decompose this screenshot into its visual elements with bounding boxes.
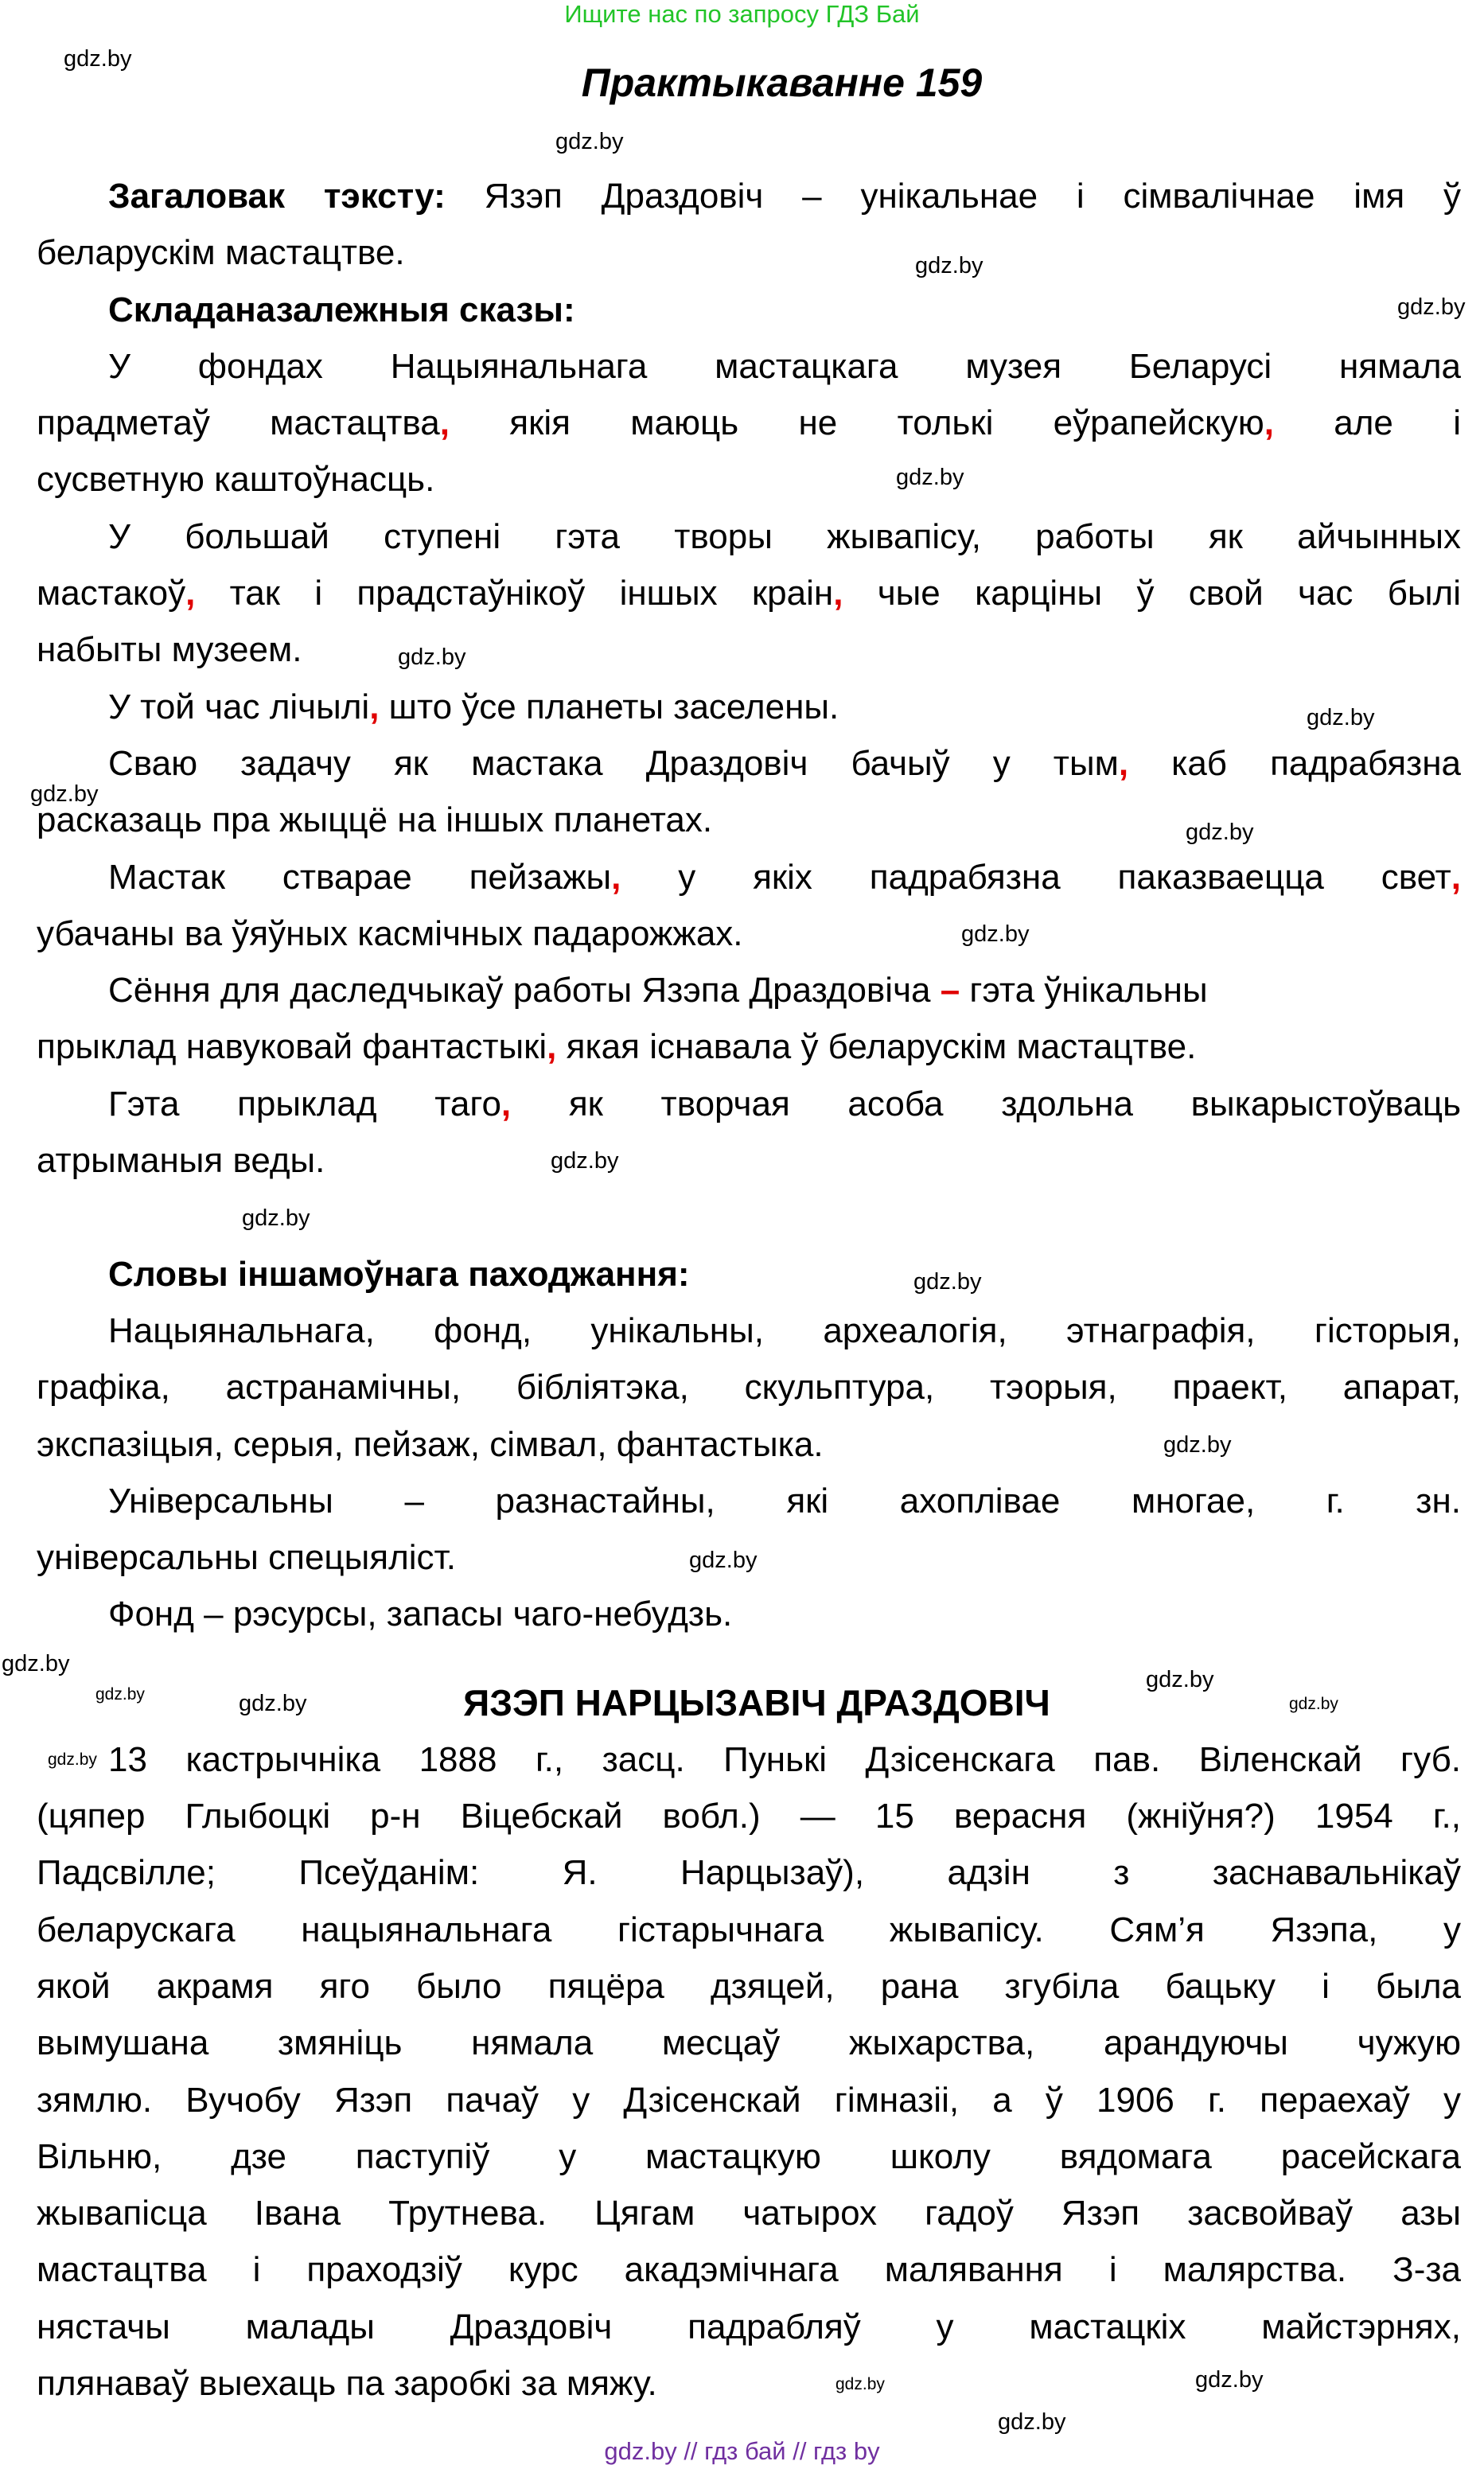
watermark: gdz.by: [1163, 1432, 1232, 1458]
highlighted-punctuation: ,: [1118, 743, 1129, 783]
text-segment: Мастак стварае пейзажы: [108, 857, 612, 897]
watermark: gdz.by: [835, 2375, 885, 2393]
text-line: [37, 1132, 1461, 1189]
text-line: [37, 1303, 1461, 1359]
text-line: [37, 2015, 1461, 2071]
watermark: gdz.by: [48, 1750, 97, 1769]
text-line: [37, 1788, 1461, 1844]
watermark: gdz.by: [1195, 2367, 1264, 2393]
text-segment: Нацыянальнага, фонд, унікальны, археалогія, этнаграфія, гісторыя,: [108, 1310, 1461, 1350]
text-segment: як творчая асоба здольна выкарыстоўваць: [511, 1084, 1461, 1123]
text-segment: (цяпер Глыбоцкі р-н Віцебскай вобл.) — 15 верасня (жніўня?) 1954 г.,: [37, 1797, 1461, 1836]
text-segment: Універсальны – разнастайны, які ахоплівае многае, г. зн.: [108, 1481, 1461, 1521]
text-segment: Фонд – рэсурсы, запасы чаго-небудзь.: [108, 1595, 733, 1634]
text-segment: плянаваў выехаць па заробкі за мяжу.: [37, 2363, 657, 2403]
section-label: Словы іншамоўнага паходжання:: [108, 1254, 690, 1294]
text-segment: жывапісца Івана Трутнева. Цягам чатырох гадоў Язэп засвойваў азы: [37, 2194, 1461, 2233]
watermark: gdz.by: [551, 1148, 619, 1174]
text-segment: якой акрамя яго было пяцёра дзяцей, рана згубіла бацьку і была: [37, 1966, 1461, 2006]
text-segment: Сваю задачу як мастака Драздовіч бачыў у тым: [108, 743, 1119, 783]
text-line: [37, 2185, 1461, 2241]
text-segment: убачаны ва ўяўных касмічных падарожжах.: [37, 913, 743, 953]
watermark: gdz.by: [1397, 294, 1466, 320]
text-segment: зямлю. Вучобу Язэп пачаў у Дзісенскай гімназіі, а ў 1906 г. пераехаў у: [37, 2080, 1461, 2120]
watermark: gdz.by: [961, 921, 1030, 947]
text-line: [37, 1359, 1461, 1416]
text-line: [37, 849, 1461, 905]
text-segment: Вільню, дзе паступіў у мастацкую школу вядомага расейскага: [37, 2136, 1461, 2176]
watermark: gdz.by: [64, 46, 132, 72]
text-line: [37, 679, 1461, 735]
text-segment: графіка, астранамічны, бібліятэка, скульптура, тэорыя, праект, апарат,: [37, 1368, 1461, 1408]
text-segment: У большай ступені гэта творы жывапісу, работы як айчынных: [108, 516, 1461, 556]
watermark: gdz.by: [95, 1685, 145, 1704]
text-line: [37, 338, 1461, 395]
highlighted-punctuation: ,: [547, 1027, 557, 1067]
text-segment: расказаць пра жыццё на іншых планетах.: [37, 800, 713, 840]
section-foreign-words: [37, 1246, 1461, 1643]
watermark: gdz.by: [998, 2409, 1066, 2435]
text-line: [37, 1076, 1461, 1132]
watermark: gdz.by: [1307, 705, 1375, 730]
highlighted-punctuation: –: [940, 971, 960, 1011]
watermark: gdz.by: [1146, 1667, 1214, 1692]
text-segment: нястачы малады Драздовіч падрабляў у мастацкіх майстэрнях,: [37, 2307, 1461, 2346]
watermark: gdz.by: [242, 1205, 310, 1231]
text-line: [37, 451, 1461, 508]
watermark: gdz.by: [239, 1691, 307, 1716]
text-segment: У той час лічылі: [108, 687, 370, 726]
watermark: gdz.by: [913, 1269, 982, 1295]
text-line: [37, 621, 1461, 678]
watermark: gdz.by: [555, 129, 624, 154]
text-segment: каб падрабязна: [1128, 743, 1461, 783]
text-segment: беларускім мастацтве.: [37, 233, 405, 273]
text-segment: што ўсе планеты заселены.: [379, 687, 839, 726]
watermark: gdz.by: [915, 253, 983, 278]
text-segment: мастакоў: [37, 574, 186, 613]
text-segment: якая існавала ў беларускім мастацтве.: [556, 1027, 1197, 1067]
text-line: [37, 224, 1461, 281]
watermark: gdz.by: [1289, 1695, 1338, 1713]
section-answers: [37, 168, 1461, 1189]
text-segment: Язэп Драздовіч – унікальнае і сімвалічнае імя ў: [445, 177, 1461, 216]
text-segment: чые карціны ў свой час былі: [843, 574, 1462, 613]
text-line: [37, 1958, 1461, 2015]
highlighted-punctuation: ,: [369, 687, 380, 726]
text-segment: беларускага нацыянальнага гістарычнага жывапісу. Сям’я Язэпа, у: [37, 1910, 1461, 1949]
text-segment: Сёння для даследчыкаў работы Язэпа Драздовіча: [108, 971, 941, 1011]
watermark: gdz.by: [30, 781, 99, 807]
footer-links: gdz.by // гдз бай // гдз by: [604, 2437, 880, 2465]
text-line: [37, 508, 1461, 565]
text-line: [37, 1731, 1461, 1788]
text-line: [37, 395, 1461, 451]
highlighted-punctuation: ,: [611, 857, 621, 897]
highlighted-punctuation: ,: [1264, 403, 1274, 443]
watermark: gdz.by: [896, 465, 964, 490]
text-line: [37, 1844, 1461, 1901]
text-segment: але і: [1273, 403, 1462, 443]
text-segment: сусветную каштоўнасць.: [37, 460, 435, 500]
document-body: [37, 168, 1461, 2412]
bio-heading: ЯЗЭП НАРЦЫЗАВІЧ ДРАЗДОВІЧ: [463, 1681, 1050, 1723]
text-line: [37, 2299, 1461, 2355]
watermark: gdz.by: [689, 1548, 758, 1573]
text-segment: Падсвілле; Псеўданім: Я. Нарцызаў), адзін з заснавальнікаў: [37, 1853, 1461, 1893]
text-line: [37, 962, 1461, 1018]
highlighted-punctuation: ,: [501, 1084, 512, 1123]
text-segment: вымушана змяніць нямала месцаў жыхарства, арандуючы чужую: [37, 2023, 1461, 2063]
text-line: [37, 1018, 1461, 1075]
text-line: [37, 905, 1461, 962]
text-segment: набыты музеем.: [37, 630, 302, 670]
search-hint-banner: Ищите нас по запросу ГДЗ Бай: [564, 0, 920, 28]
text-line: [37, 735, 1461, 792]
section-label: Складаназалежныя сказы:: [108, 290, 575, 329]
text-segment: 13 кастрычніка 1888 г., засц. Пунькі Дзісенскага пав. Віленскай губ.: [108, 1739, 1461, 1779]
highlighted-punctuation: ,: [185, 574, 196, 613]
page-title: Практыкаванне 159: [581, 60, 983, 105]
section-biography: [37, 1731, 1461, 2412]
text-line: [37, 2241, 1461, 2298]
text-segment: экспазіцыя, серыя, пейзаж, сімвал, фантастыка.: [37, 1424, 824, 1464]
watermark: gdz.by: [398, 644, 466, 670]
text-segment: У фондах Нацыянальнага мастацкага музея Беларусі нямала: [108, 346, 1461, 386]
highlighted-punctuation: ,: [439, 403, 450, 443]
text-line: [37, 1902, 1461, 1958]
text-segment: мастацтва і праходзіў курс акадэмічнага малявання і малярства. З-за: [37, 2250, 1461, 2290]
text-segment: атрыманыя веды.: [37, 1141, 325, 1181]
text-line: [37, 565, 1461, 621]
text-segment: універсальны спецыяліст.: [37, 1538, 457, 1578]
text-segment: так і прадстаўнікоў іншых краін: [195, 574, 834, 613]
text-segment: у якіх падрабязна паказваецца свет: [621, 857, 1451, 897]
text-line: [37, 1586, 1461, 1642]
text-line: [37, 2072, 1461, 2128]
text-line: [37, 1246, 1461, 1303]
section-label: Загаловак тэксту:: [108, 177, 446, 216]
highlighted-punctuation: ,: [1451, 857, 1461, 897]
text-segment: прыклад навуковай фантастыкі: [37, 1027, 547, 1067]
watermark: gdz.by: [1186, 820, 1254, 845]
text-line: [37, 1416, 1461, 1473]
text-line: [37, 2128, 1461, 2185]
text-line: [37, 1473, 1461, 1529]
text-line: [37, 282, 1461, 338]
text-line: [37, 168, 1461, 224]
text-segment: гэта ўнікальны: [960, 971, 1208, 1011]
text-segment: Гэта прыклад таго: [108, 1084, 501, 1123]
watermark: gdz.by: [2, 1651, 70, 1676]
highlighted-punctuation: ,: [833, 574, 843, 613]
text-segment: якія маюць не толькі еўрапейскую: [449, 403, 1264, 443]
text-segment: прадметаў мастацтва: [37, 403, 440, 443]
